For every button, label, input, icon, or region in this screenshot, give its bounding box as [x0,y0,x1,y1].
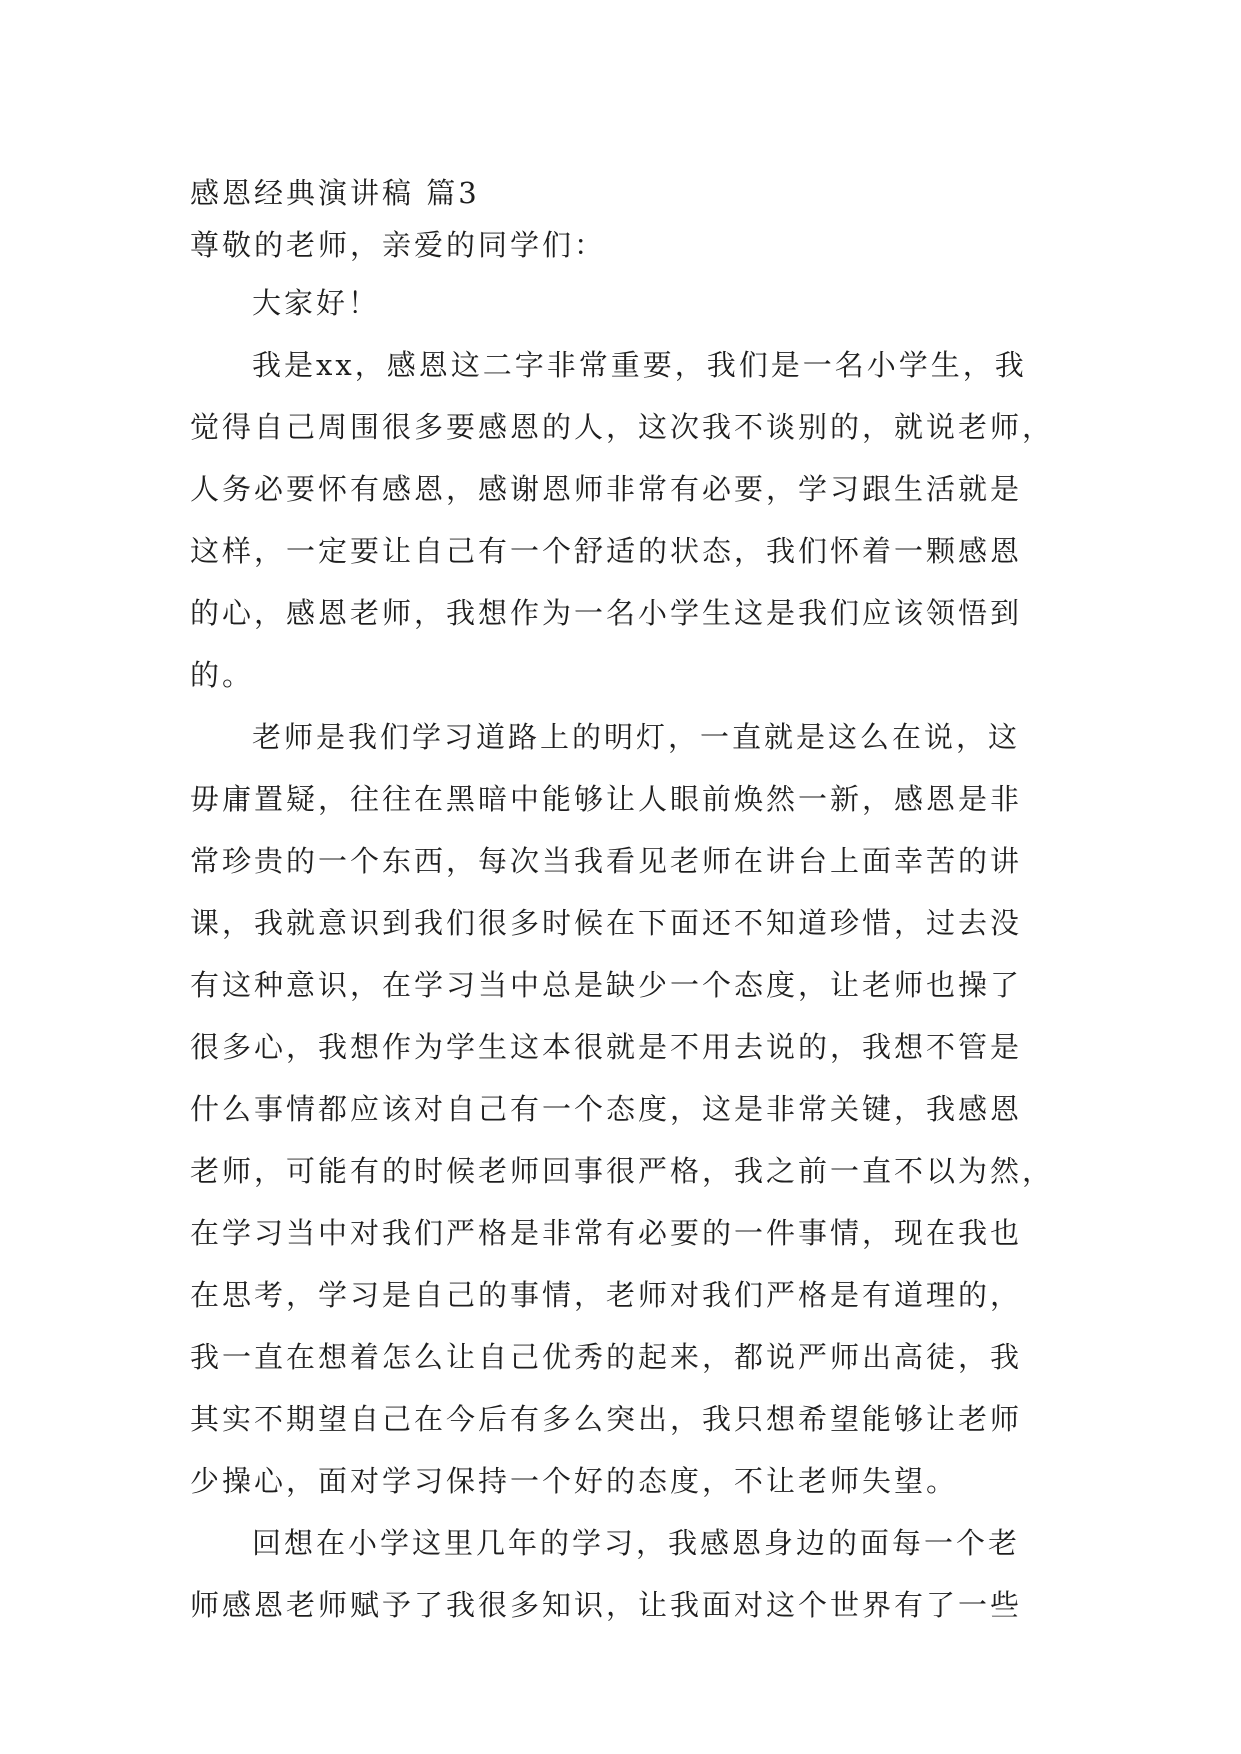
paragraph-line: 回想在小学这里几年的学习，我感恩身边的面每一个老 [252,1526,1021,1560]
paragraph-1 [190,334,1055,706]
paragraph-line: 师感恩老师赋予了我很多知识，让我面对这个世界有了一些 [190,1588,1023,1622]
paragraph-line: 在学习当中对我们严格是非常有必要的一件事情，现在我也 [190,1216,1023,1250]
document-body [190,168,1055,1636]
greeting: 大家好！ [252,286,381,320]
paragraph-line: 有这种意识，在学习当中总是缺少一个态度，让老师也操了 [190,968,1023,1002]
paragraph-line: 觉得自己周围很多要感恩的人，这次我不谈别的，就说老师， [190,410,1055,444]
paragraph-line: 这样，一定要让自己有一个舒适的状态，我们怀着一颗感恩 [190,534,1023,568]
paragraph-3 [190,1512,1050,1636]
paragraph-line: 我是xx，感恩这二字非常重要，我们是一名小学生，我 [252,348,1027,382]
paragraph-line: 其实不期望自己在今后有多么突出，我只想希望能够让老师 [190,1402,1023,1436]
paragraph-line: 我一直在想着怎么让自己优秀的起来，都说严师出高徒，我 [190,1340,1023,1374]
paragraph-line: 少操心，面对学习保持一个好的态度，不让老师失望。 [190,1464,959,1498]
paragraph-line: 老师是我们学习道路上的明灯，一直就是这么在说，这 [252,720,1021,754]
salutation: 尊敬的老师，亲爱的同学们： [190,228,607,262]
paragraph-line: 人务必要怀有感恩，感谢恩师非常有必要，学习跟生活就是 [190,472,1023,506]
paragraph-line: 的。 [190,658,255,692]
paragraph-line: 的心，感恩老师，我想作为一名小学生这是我们应该领悟到 [190,596,1023,630]
paragraph-line: 课，我就意识到我们很多时候在下面还不知道珍惜，过去没 [190,906,1023,940]
paragraph-line: 常珍贵的一个东西，每次当我看见老师在讲台上面幸苦的讲 [190,844,1023,878]
paragraph-line: 在思考，学习是自己的事情，老师对我们严格是有道理的， [190,1278,1023,1312]
document-title: 感恩经典演讲稿 篇3 [190,176,480,210]
paragraph-line: 老师，可能有的时候老师回事很严格，我之前一直不以为然， [190,1154,1055,1188]
paragraph-2 [190,706,1055,1512]
paragraph-line: 毋庸置疑，往往在黑暗中能够让人眼前焕然一新，感恩是非 [190,782,1023,816]
paragraph-line: 很多心，我想作为学生这本很就是不用去说的，我想不管是 [190,1030,1023,1064]
paragraph-line: 什么事情都应该对自己有一个态度，这是非常关键，我感恩 [190,1092,1023,1126]
